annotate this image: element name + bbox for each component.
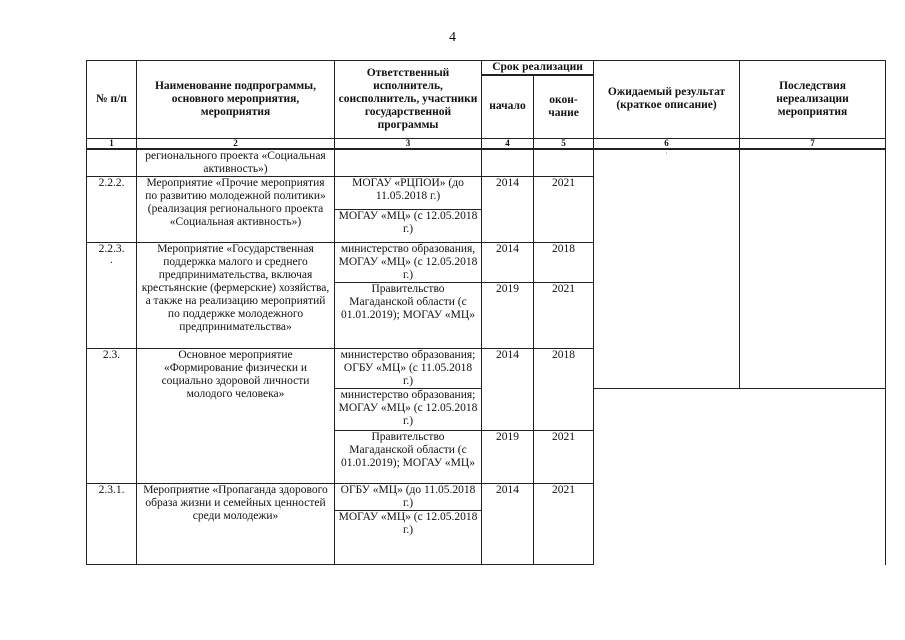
row-number-dot: . (110, 254, 113, 266)
row-name: Мероприятие «Государственная поддержка малого и среднего предпринимательства, включая крестьянские (фермерские) хозяйства, а также на реализацию мероприятий по поддержке молодежного предпринимательства» (137, 242, 335, 348)
column-number-3: 3 (335, 138, 482, 149)
row-end: 2018 (534, 242, 594, 282)
row-number: 2.3.1. (87, 483, 137, 564)
row-start: 2019 (482, 430, 534, 483)
cell-start (482, 149, 534, 177)
header-result: Ожидаемый результат (краткое описание) (594, 61, 740, 139)
program-activities-table (86, 60, 886, 565)
header-period: Срок реализации (482, 61, 594, 76)
row-start: 2014 (482, 348, 534, 430)
cell-result (594, 149, 740, 389)
row-number-text: 2.2.3. (98, 242, 125, 255)
row-executor: министерство образования; МОГАУ «МЦ» (с 12.05.2018 г.) (335, 388, 482, 430)
row-executor: Правительство Магаданской области (с 01.01.2019); МОГАУ «МЦ» (335, 430, 482, 483)
table-row (87, 149, 886, 177)
table-row (87, 483, 886, 510)
row-start: 2014 (482, 176, 534, 242)
column-number-2: 2 (137, 138, 335, 149)
header-executor: Ответственный исполнитель, соисполнитель, участники государственной программы (335, 61, 482, 139)
row-start: 2014 (482, 242, 534, 282)
header-num: № п/п (87, 61, 137, 139)
cell-num (87, 149, 137, 177)
row-executor: МОГАУ «МЦ» (с 12.05.2018 г.) (335, 209, 482, 242)
row-executor: министерство образования; ОГБУ «МЦ» (с 11.05.2018 г.) (335, 348, 482, 388)
header-start: начало (482, 75, 534, 138)
header-end: окон-чание (534, 75, 594, 138)
scan-mark: · (665, 148, 668, 158)
page-number: 4 (449, 30, 456, 45)
row-end: 2021 (534, 176, 594, 242)
row-start: 2014 (482, 483, 534, 564)
cell-name: регионального проекта «Социальная активность») (137, 149, 335, 177)
row-number: 2.3. (87, 348, 137, 483)
row-start: 2019 (482, 282, 534, 348)
column-number-5: 5 (534, 138, 594, 149)
column-number-6: 6 (594, 138, 740, 149)
row-executor: министерство образования, МОГАУ «МЦ» (с 12.05.2018 г.) (335, 242, 482, 282)
row-number (87, 242, 137, 348)
row-name: Основное мероприятие «Формирование физически и социально здоровой личности молодого человека» (137, 348, 335, 483)
row-executor: Правительство Магаданской области (с 01.01.2019); МОГАУ «МЦ» (335, 282, 482, 348)
row-end: 2018 (534, 348, 594, 430)
header-name: Наименование подпрограммы, основного мероприятия, мероприятия (137, 61, 335, 139)
row-number: 2.2.2. (87, 176, 137, 242)
header-consequences: Последствия нереализации мероприятия (740, 61, 886, 139)
row-executor: МОГАУ «МЦ» (с 12.05.2018 г.) (335, 510, 482, 564)
cell-end (534, 149, 594, 177)
row-end: 2021 (534, 282, 594, 348)
cell-consequences (740, 149, 886, 389)
row-end: 2021 (534, 430, 594, 483)
row-name: Мероприятие «Пропаганда здорового образа жизни и семейных ценностей среди молодежи» (137, 483, 335, 564)
column-number-1: 1 (87, 138, 137, 149)
row-name: Мероприятие «Прочие мероприятия по развитию молодежной политики» (реализация регионального проекта «Социальная активность») (137, 176, 335, 242)
row-end: 2021 (534, 483, 594, 564)
row-executor: МОГАУ «РЦПОИ» (до 11.05.2018 г.) (335, 176, 482, 209)
column-number-7: 7 (740, 138, 886, 149)
column-number-4: 4 (482, 138, 534, 149)
cell-executor (335, 149, 482, 177)
row-executor: ОГБУ «МЦ» (до 11.05.2018 г.) (335, 483, 482, 510)
